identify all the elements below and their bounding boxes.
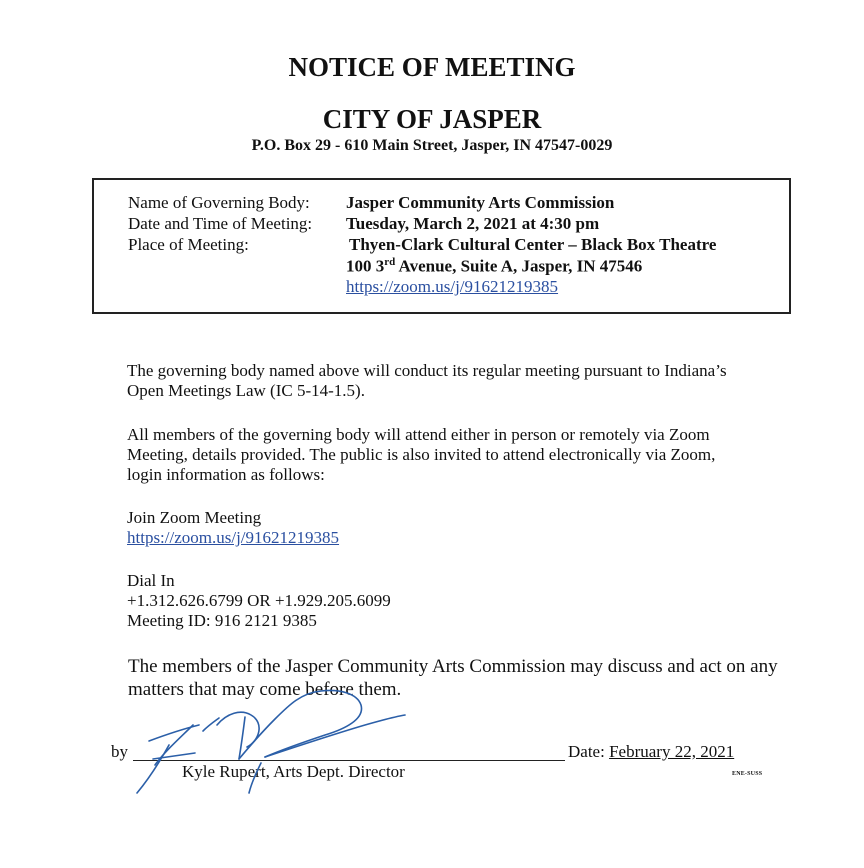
reference-code: ENE-SUSS [732,771,763,777]
governing-body-label: Name of Governing Body: [128,193,310,212]
paragraph-1-line-2: Open Meetings Law (IC 5-14-1.5). [127,381,365,400]
city-title: CITY OF JASPER [322,104,542,134]
paragraph-1-line-1: The governing body named above will conduct its regular meeting pursuant to Indiana’s [127,361,727,380]
join-zoom-link[interactable]: https://zoom.us/j/91621219385 [127,528,340,547]
datetime-value: Tuesday, March 2, 2021 at 4:30 pm [346,214,600,233]
datetime-label: Date and Time of Meeting: [128,214,313,233]
date-value: February 22, 2021 [609,742,735,761]
city-address: P.O. Box 29 - 610 Main Street, Jasper, IN 47547-0029 [251,137,613,154]
handwritten-signature [125,685,425,800]
notice-title: NOTICE OF MEETING [288,52,576,82]
date-block [568,742,734,762]
dial-in-numbers: +1.312.626.6799 OR +1.929.205.6099 [127,591,391,610]
dial-in-label: Dial In [127,571,175,590]
closing-line-2: matters that may come before them. [128,679,402,700]
box-zoom-link[interactable]: https://zoom.us/j/91621219385 [346,277,559,296]
place-label: Place of Meeting: [128,235,249,254]
paragraph-2-line-3: login information as follows: [127,465,325,484]
closing-line-1: The members of the Jasper Community Arts Commission may discuss and act on any [128,656,778,677]
place-line2: 100 3rd Avenue, Suite A, Jasper, IN 47546 [346,256,643,276]
by-label: by [111,742,128,761]
governing-body-value: Jasper Community Arts Commission [346,193,615,212]
date-label: Date: [568,742,605,761]
paragraph-2-line-2: Meeting, details provided. The public is also invited to attend electronically via Zoom, [127,445,716,464]
meeting-id: Meeting ID: 916 2121 9385 [127,611,317,630]
signer-name: Kyle Rupert, Arts Dept. Director [182,762,405,781]
place-line1: Thyen-Clark Cultural Center – Black Box Theatre [349,235,717,254]
paragraph-2-line-1: All members of the governing body will attend either in person or remotely via Zoom [127,425,710,444]
join-zoom-label: Join Zoom Meeting [127,508,262,527]
